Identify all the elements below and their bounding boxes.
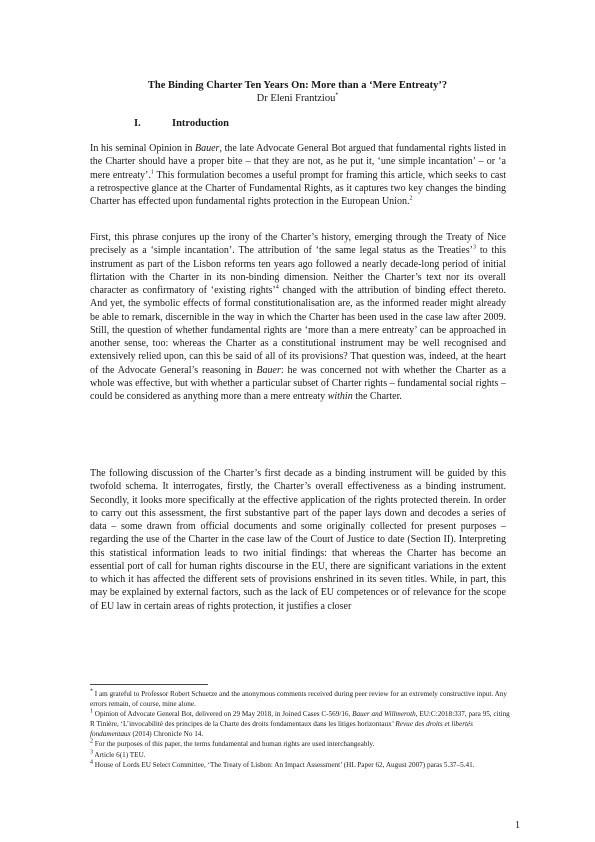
paragraph-1 xyxy=(90,142,506,208)
text-run: changed with the attribution of binding effect thereto. And yet, the symbolic effects of formal constitutionalisation are, as the informed reader might already be able to remark, discernible in the way in which the Charter has been used in the case law after 2009. Still, the question of whether fundamental rights are ‘more than a mere entreaty’ can be approached in another sense, too: whereas the Charter as a constitutional instrument may be well recognised and extensively relied upon, can this be said of all of its provisions? That question was, indeed, at the heart of the Advocate General’s reasoning in xyxy=(90,285,506,376)
paragraph-2 xyxy=(90,231,506,403)
case-name-italic: Bauer xyxy=(195,143,220,154)
paragraph-3: The following discussion of the Charter’s first decade as a binding instrument will be guided by this twofold schema. It interrogates, firstly, the Charter’s overall effectiveness as a binding instrument. Secondly, it looks more specifically at the effective application of the rights protected therein. In order to carry out this assessment, the first substantive part of the paper lays down and decodes a series of data – some drawn from official documents and some originally collected for present purposes – regarding the use of the Charter in the case law of the Court of Justice to date (Section II). Interpreting this statistical information leads to two initial findings: that whereas the Charter has become an essential port of call for human rights discourse in the EU, there are significant variations in the extent to which it has affected the different sets of provisions enshrined in its seven titles. While, in part, this may be explained by external factors, such as the lack of EU competences or of relevance for the scope of EU law in certain areas of rights protection, it justifies a closer xyxy=(90,468,506,612)
text-run: to this instrument as part of the Lisbon reforms ten years ago followed a nearly decade-long period of initial flirtation with the Charter in its non-binding dimension. Neither the Charter’s text nor its overall character as confirmatory of ‘existing rights’ xyxy=(90,245,506,296)
page-number: 1 xyxy=(515,820,520,831)
footnote-text: , EU:C:2018:337, para 95, citing R Tinière, ‘L’invocabilité des principes de la Charte des droits fondamentaux dans les litiges horizontaux’ xyxy=(90,710,510,729)
case-name-italic: Bauer and Willmeroth xyxy=(352,710,416,719)
text-run: , the late Advocate General Bot argued that fundamental rights listed in the Charter should have a proper bite – that they are not, as he put it, ‘une simple incantation’ – or ‘a mere entreaty’. xyxy=(90,143,506,181)
footnote-text: Article 6(1) TEU. xyxy=(93,750,146,759)
footnote-ref-1[interactable]: 1 xyxy=(150,169,154,176)
section-heading xyxy=(134,118,229,129)
emphasis-italic: within xyxy=(327,391,353,402)
footnote-4 xyxy=(90,760,510,770)
footnote-ref-2[interactable]: 2 xyxy=(409,195,413,202)
paper-title: The Binding Charter Ten Years On: More than a ‘Mere Entreaty’? xyxy=(147,80,448,91)
footnote-author xyxy=(90,689,510,709)
footnote-1 xyxy=(90,709,510,739)
footnote-3 xyxy=(90,750,510,760)
footnote-2 xyxy=(90,739,510,749)
footnote-mark: 1 xyxy=(90,708,93,715)
footnote-ref-4[interactable]: 4 xyxy=(275,284,279,291)
author-name: Dr Eleni Frantziou xyxy=(256,93,336,104)
text-run: First, this phrase conjures up the irony of the Charter’s history, emerging through the Treaty of Nice precisely as a ‘simple incantation’. The attribution of ‘the same legal status as the Treaties’ xyxy=(90,232,506,257)
case-name-italic: Bauer xyxy=(256,364,281,376)
footnote-mark: 4 xyxy=(90,759,93,766)
author-footnote-mark[interactable]: * xyxy=(335,92,339,99)
text-run: : he was concerned not with whether the Charter as a whole was effective, but with whether a particular subset of Charter rights – fundamental social rights – could be considered as anything more than a mere entreaty xyxy=(90,364,507,402)
footnote-text: I am grateful to Professor Robert Schuetze and the anonymous comments received during peer review for an extremely constructive input. Any errors remain, of course, mine alone. xyxy=(90,690,507,709)
footnote-mark: 3 xyxy=(90,749,93,756)
footnote-separator xyxy=(90,684,208,685)
text-run: In his seminal Opinion in xyxy=(90,143,195,154)
footnotes-list xyxy=(90,689,510,770)
footnote-text: House of Lords EU Select Committee, ‘The Treaty of Lisbon: An Impact Assessment’ (HL Paper 62, August 2007) paras 5.37–5.41. xyxy=(93,760,475,769)
footnote-ref-3[interactable]: 3 xyxy=(472,244,476,251)
footnote-text: (2014) Chronicle No 14. xyxy=(130,730,204,739)
section-number: I. xyxy=(134,118,141,129)
footnote-text: Opinion of Advocate General Bot, delivered on 29 May 2018, in Joined Cases C-569/16, xyxy=(93,710,353,719)
text-run: This formulation becomes a useful prompt for framing this article, which seeks to cast a retrospective glance at the Charter of Fundamental Rights, as it captures two key changes the binding Charter has effected upon fundamental rights protection in the European Union. xyxy=(90,169,506,207)
footnote-mark: * xyxy=(90,688,93,695)
author-line xyxy=(90,92,505,105)
journal-name-italic: Revue des droits et libertés fondamentaux xyxy=(90,720,473,739)
footnote-text: For the purposes of this paper, the terms fundamental and human rights are used interchangeably. xyxy=(93,740,375,749)
footnote-mark: 2 xyxy=(90,739,93,746)
section-title: Introduction xyxy=(172,118,229,129)
text-run: the Charter. xyxy=(352,391,402,402)
